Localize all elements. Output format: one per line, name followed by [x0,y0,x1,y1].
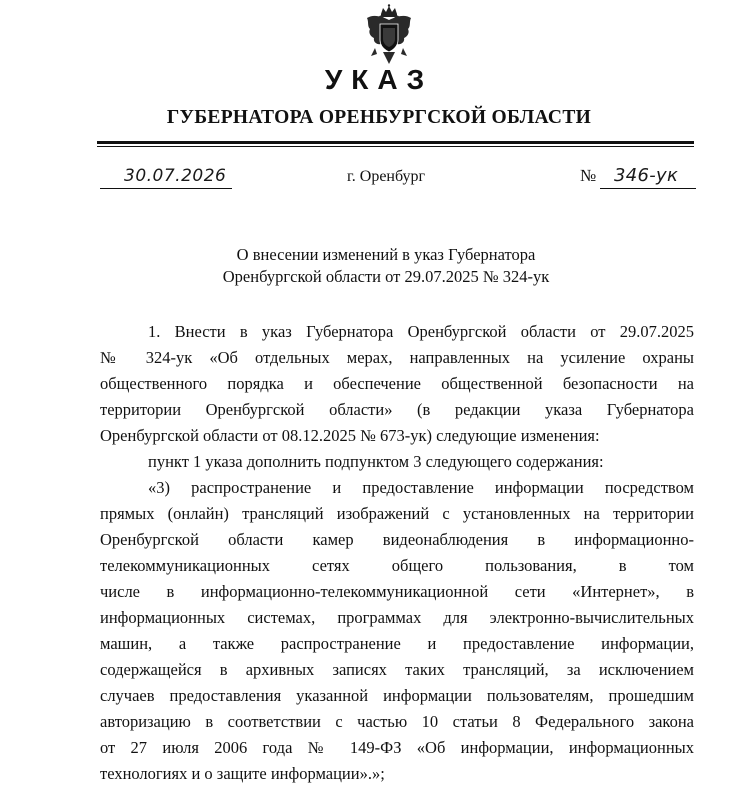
body-line: информационных системах, программах для электронно-вычислительных [100,608,694,627]
body-line: технологиях и о защите информации».»; [100,764,385,783]
body-line: территории Оренбургской области» (в редакции указа Губернатора [100,400,694,419]
header-rule-thin [97,146,694,147]
body-line: Оренбургской области от 08.12.2025 № 673-ук) следующие изменения: [100,426,600,445]
heading-line: О внесении изменений в указ Губернатора [236,245,536,264]
body-line: Оренбургской области камер видеонаблюдения в информационно- [100,530,694,549]
body-line: «3) распространение и предоставление информации посредством [148,478,694,497]
decree-number: 346-ук [614,165,679,186]
body-line: авторизацию в соответствии с частью 10 статьи 8 Федерального закона [100,712,694,731]
body-line: телекоммуникационных сетях общего пользования, в том [100,556,694,575]
body-line: случаев предоставления указанной информации пользователям, прошедшим [100,686,694,705]
issuer-title: ГУБЕРНАТОРА ОРЕНБУРГСКОЙ ОБЛАСТИ [166,107,592,128]
body-line: содержащейся в архивных записях таких трансляций, за исключением [100,660,694,679]
decree-heading [0,244,732,288]
decree-body [100,319,694,787]
body-line: пункт 1 указа дополнить подпунктом 3 следующего содержания: [148,452,604,471]
body-line: № 324-ук «Об отдельных мерах, направленных на усиление охраны [100,348,694,367]
heading-line: Оренбургской области от 29.07.2025 № 324-ук [222,267,550,286]
body-line: 1. Внести в указ Губернатора Оренбургской области от 29.07.2025 [148,322,694,341]
body-line: прямых (онлайн) трансляций изображений с установленных на территории [100,504,694,523]
number-field [600,164,696,189]
number-sign: № [580,166,597,185]
date-field [100,164,232,189]
decree-date: 30.07.2026 [124,166,227,186]
body-line: от 27 июля 2006 года № 149-ФЗ «Об информации, информационных [100,738,694,757]
header-rule-thick [97,141,694,144]
city-label: г. Оренбург [347,168,426,185]
decree-title: УКАЗ [324,64,434,95]
body-line: числе в информационно-телекоммуникационной сети «Интернет», в [100,582,694,601]
coat-of-arms-icon [363,4,415,68]
body-line: общественного порядка и обеспечение общественной безопасности на [100,374,694,393]
body-line: машин, а также распространение и предоставление информации, [100,634,694,653]
